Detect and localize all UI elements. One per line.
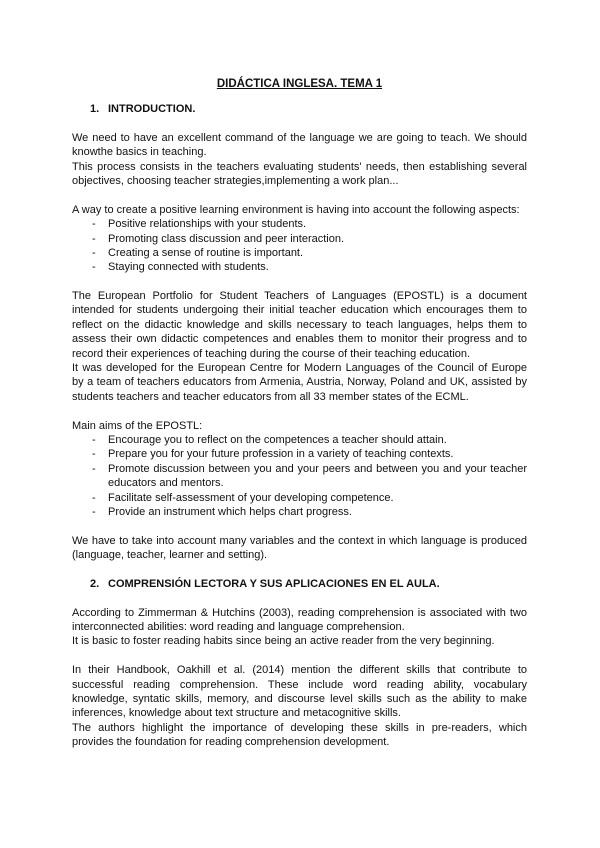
text-line: This process consists in the teachers evaluating students' needs, then establishing several [72,160,527,173]
section-number: 1. [90,103,100,115]
text-line: record their experiences of teaching during the course of their teaching education. [72,347,471,360]
paragraph-epostl [72,289,527,404]
list-item: - Promote discussion between you and your peers and between you and your teacher [92,462,527,475]
section-number: 2. [90,577,100,590]
text-line: interconnected abilities: word reading and language comprehension. [72,621,405,634]
list-item: - Creating a sense of routine is important. [92,246,304,259]
aims-list [72,433,527,519]
list-item: - Promoting class discussion and peer interaction. [92,232,345,245]
text-line: objectives, choosing teacher strategies,implementing a work plan... [72,174,399,187]
section-heading-text: COMPRENSIÓN LECTORA Y SUS APLICACIONES EN EL AULA. [108,577,440,590]
paragraph-intro [72,131,527,189]
text-line: In their Handbook, Oakhill et al. (2014) mention the different skills that contribute to [72,664,527,677]
section-1-heading [72,102,527,116]
document-title: DIDÁCTICA INGLESA. TEMA 1 [216,78,383,90]
text-line: inferences, knowledge about text structure and metacognitive skills. [72,707,401,720]
text-line: intended for students undergoing their initial teacher education which encourages them to [72,304,527,317]
paragraph-aims-intro: Main aims of the EPOSTL: [72,419,203,432]
text-line: by a team of teachers educators from Armenia, Austria, Norway, Poland and UK, assisted by [72,376,527,389]
list-item: - Facilitate self-assessment of your developing competence. [92,491,394,504]
list-item: - Prepare you for your future profession in a variety of teaching contexts. [92,448,454,461]
text-line: students teachers and teacher educators from all 33 member states of the ECML. [72,390,469,403]
paragraph-aspects-intro: A way to create a positive learning environment is having into account the following aspects: [72,203,520,216]
paragraph-zimmerman [72,606,527,649]
text-line: successful reading comprehension. These include word reading ability, vocabulary [72,678,527,691]
list-item: - Encourage you to reflect on the competences a teacher should attain. [92,434,447,446]
section-heading-text: INTRODUCTION. [108,103,196,115]
text-line: knowthe basics in teaching. [72,146,207,159]
text-line: (language, teacher, learner and setting). [72,549,268,562]
text-line: It is basic to foster reading habits since being an active reader from the very beginning. [72,635,495,648]
text-line: According to Zimmerman & Hutchins (2003), reading comprehension is associated with two [72,606,527,619]
text-line: assess their own didactic competences and enables them to monitor their progress and to [72,333,527,346]
text-line: The authors highlight the importance of developing these skills in pre-readers, which [72,721,527,734]
text-line: knowledge, syntatic skills, memory, and discourse level skills such as the ability to make [72,693,527,706]
text-line: We need to have an excellent command of the language we are going to teach. We should [72,131,527,144]
list-item: - Provide an instrument which helps chart progress. [92,505,352,518]
list-item: - Positive relationships with your students. [92,218,307,231]
paragraph-variables [72,534,527,563]
section-2-heading [72,577,527,591]
paragraph-oakhill [72,663,527,749]
text-line: It was developed for the European Centre for Modern Languages of the Council of Europe [72,362,527,375]
list-item: - Staying connected with students. [92,261,269,274]
text-line: provides the foundation for reading comprehension development. [72,736,390,749]
aspects-list [72,217,527,275]
document-page [72,76,527,750]
text-line: The European Portfolio for Student Teachers of Languages (EPOSTL) is a document [72,290,527,303]
text-line: reflect on the didactic knowledge and skills necessary to teach languages, helps them to [72,318,527,331]
text-line: We have to take into account many variables and the context in which language is produced [72,534,527,547]
list-item-continuation: educators and mentors. [108,477,224,490]
